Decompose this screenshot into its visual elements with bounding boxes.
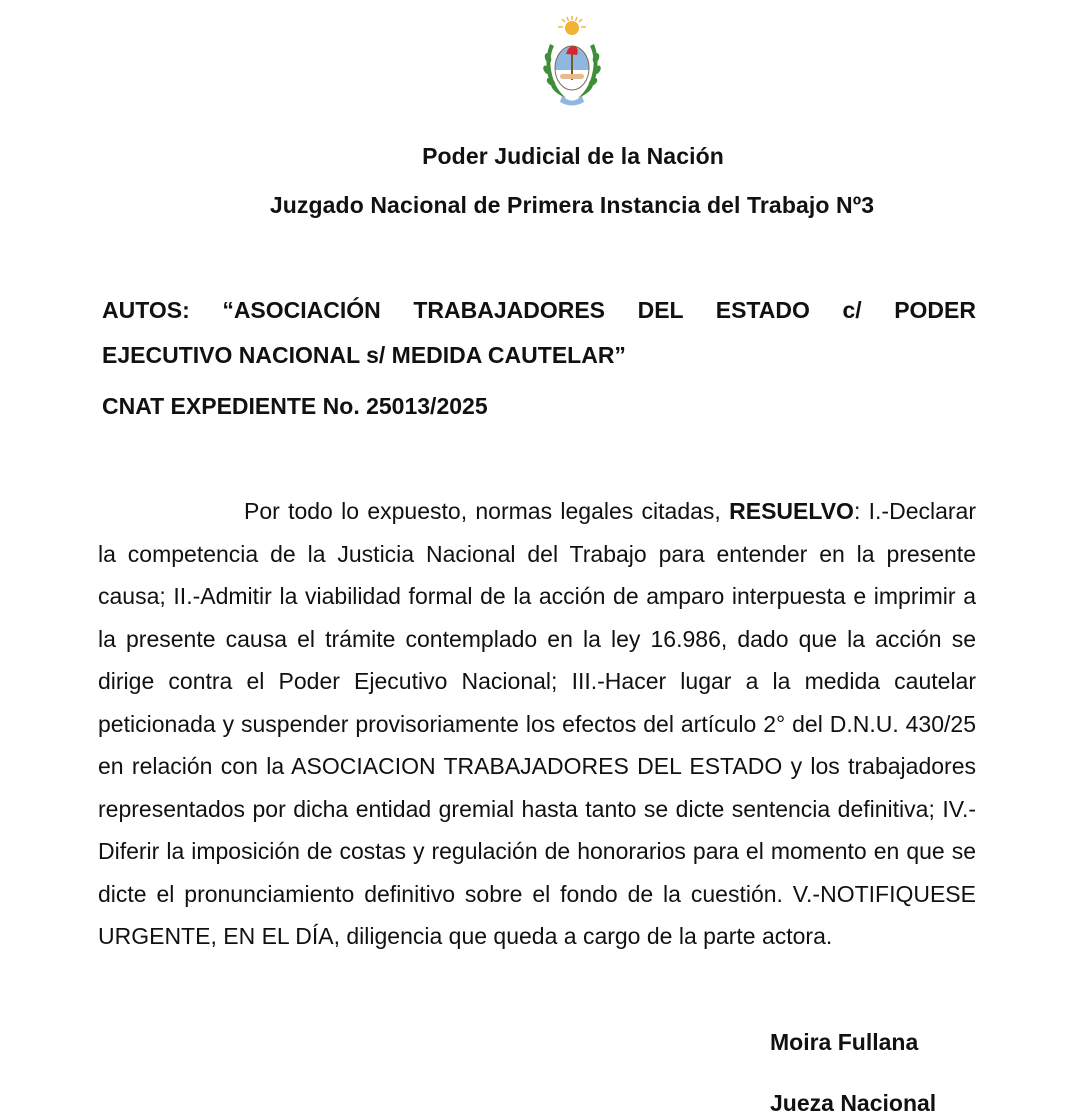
case-file-number: CNAT EXPEDIENTE No. 25013/2025 — [102, 393, 488, 419]
case-caption-line-2: EJECUTIVO NACIONAL s/ MEDIDA CAUTELAR” — [102, 342, 626, 368]
shield-icon — [555, 46, 589, 90]
case-caption-line-1: AUTOS: “ASOCIACIÓN TRABAJADORES DEL ESTADO c/ PODER — [102, 297, 976, 323]
resolution-text: : I.-Declarar la competencia de la Justicia Nacional del Trabajo para entender en la presente causa; II.-Admitir la viabilidad formal de la acción de amparo interpuesta e imprimir a la presente causa el trámite contemplado en la ley 16.986, dado que la acción se dirige contra el Poder Ejecutivo Nacional; III.-Hacer lugar a la medida cautelar peticionada y suspender provisoriamente los efectos del artículo 2° del D.N.U. 430/25 en relación con la ASOCIACION TRABAJADORES DEL ESTADO y los trabajadores representados por dicha entidad gremial hasta tanto se dicte sentencia definitiva; IV.-Diferir la imposición de costas y regulación de honorarios para el momento en que se dicte el pronunciamiento definitivo sobre el fondo de la cuestión. V.-NOTIFIQUESE URGENTE, EN EL DÍA, diligencia que queda a cargo de la parte actora. — [98, 498, 976, 949]
institution-title: Poder Judicial de la Nación — [422, 143, 724, 169]
resolution-intro: Por todo lo expuesto, normas legales citadas, — [244, 498, 730, 524]
case-caption — [102, 288, 976, 378]
resolution-paragraph — [98, 490, 976, 958]
signer-title: Jueza Nacional — [770, 1090, 937, 1116]
court-title: Juzgado Nacional de Primera Instancia del Trabajo Nº3 — [269, 192, 875, 218]
resolution-keyword: RESUELVO — [729, 498, 854, 524]
ribbon-icon — [560, 96, 584, 106]
signer-name: Moira Fullana — [770, 1029, 919, 1055]
coat-of-arms-icon — [536, 14, 608, 110]
sun-icon — [558, 16, 586, 35]
